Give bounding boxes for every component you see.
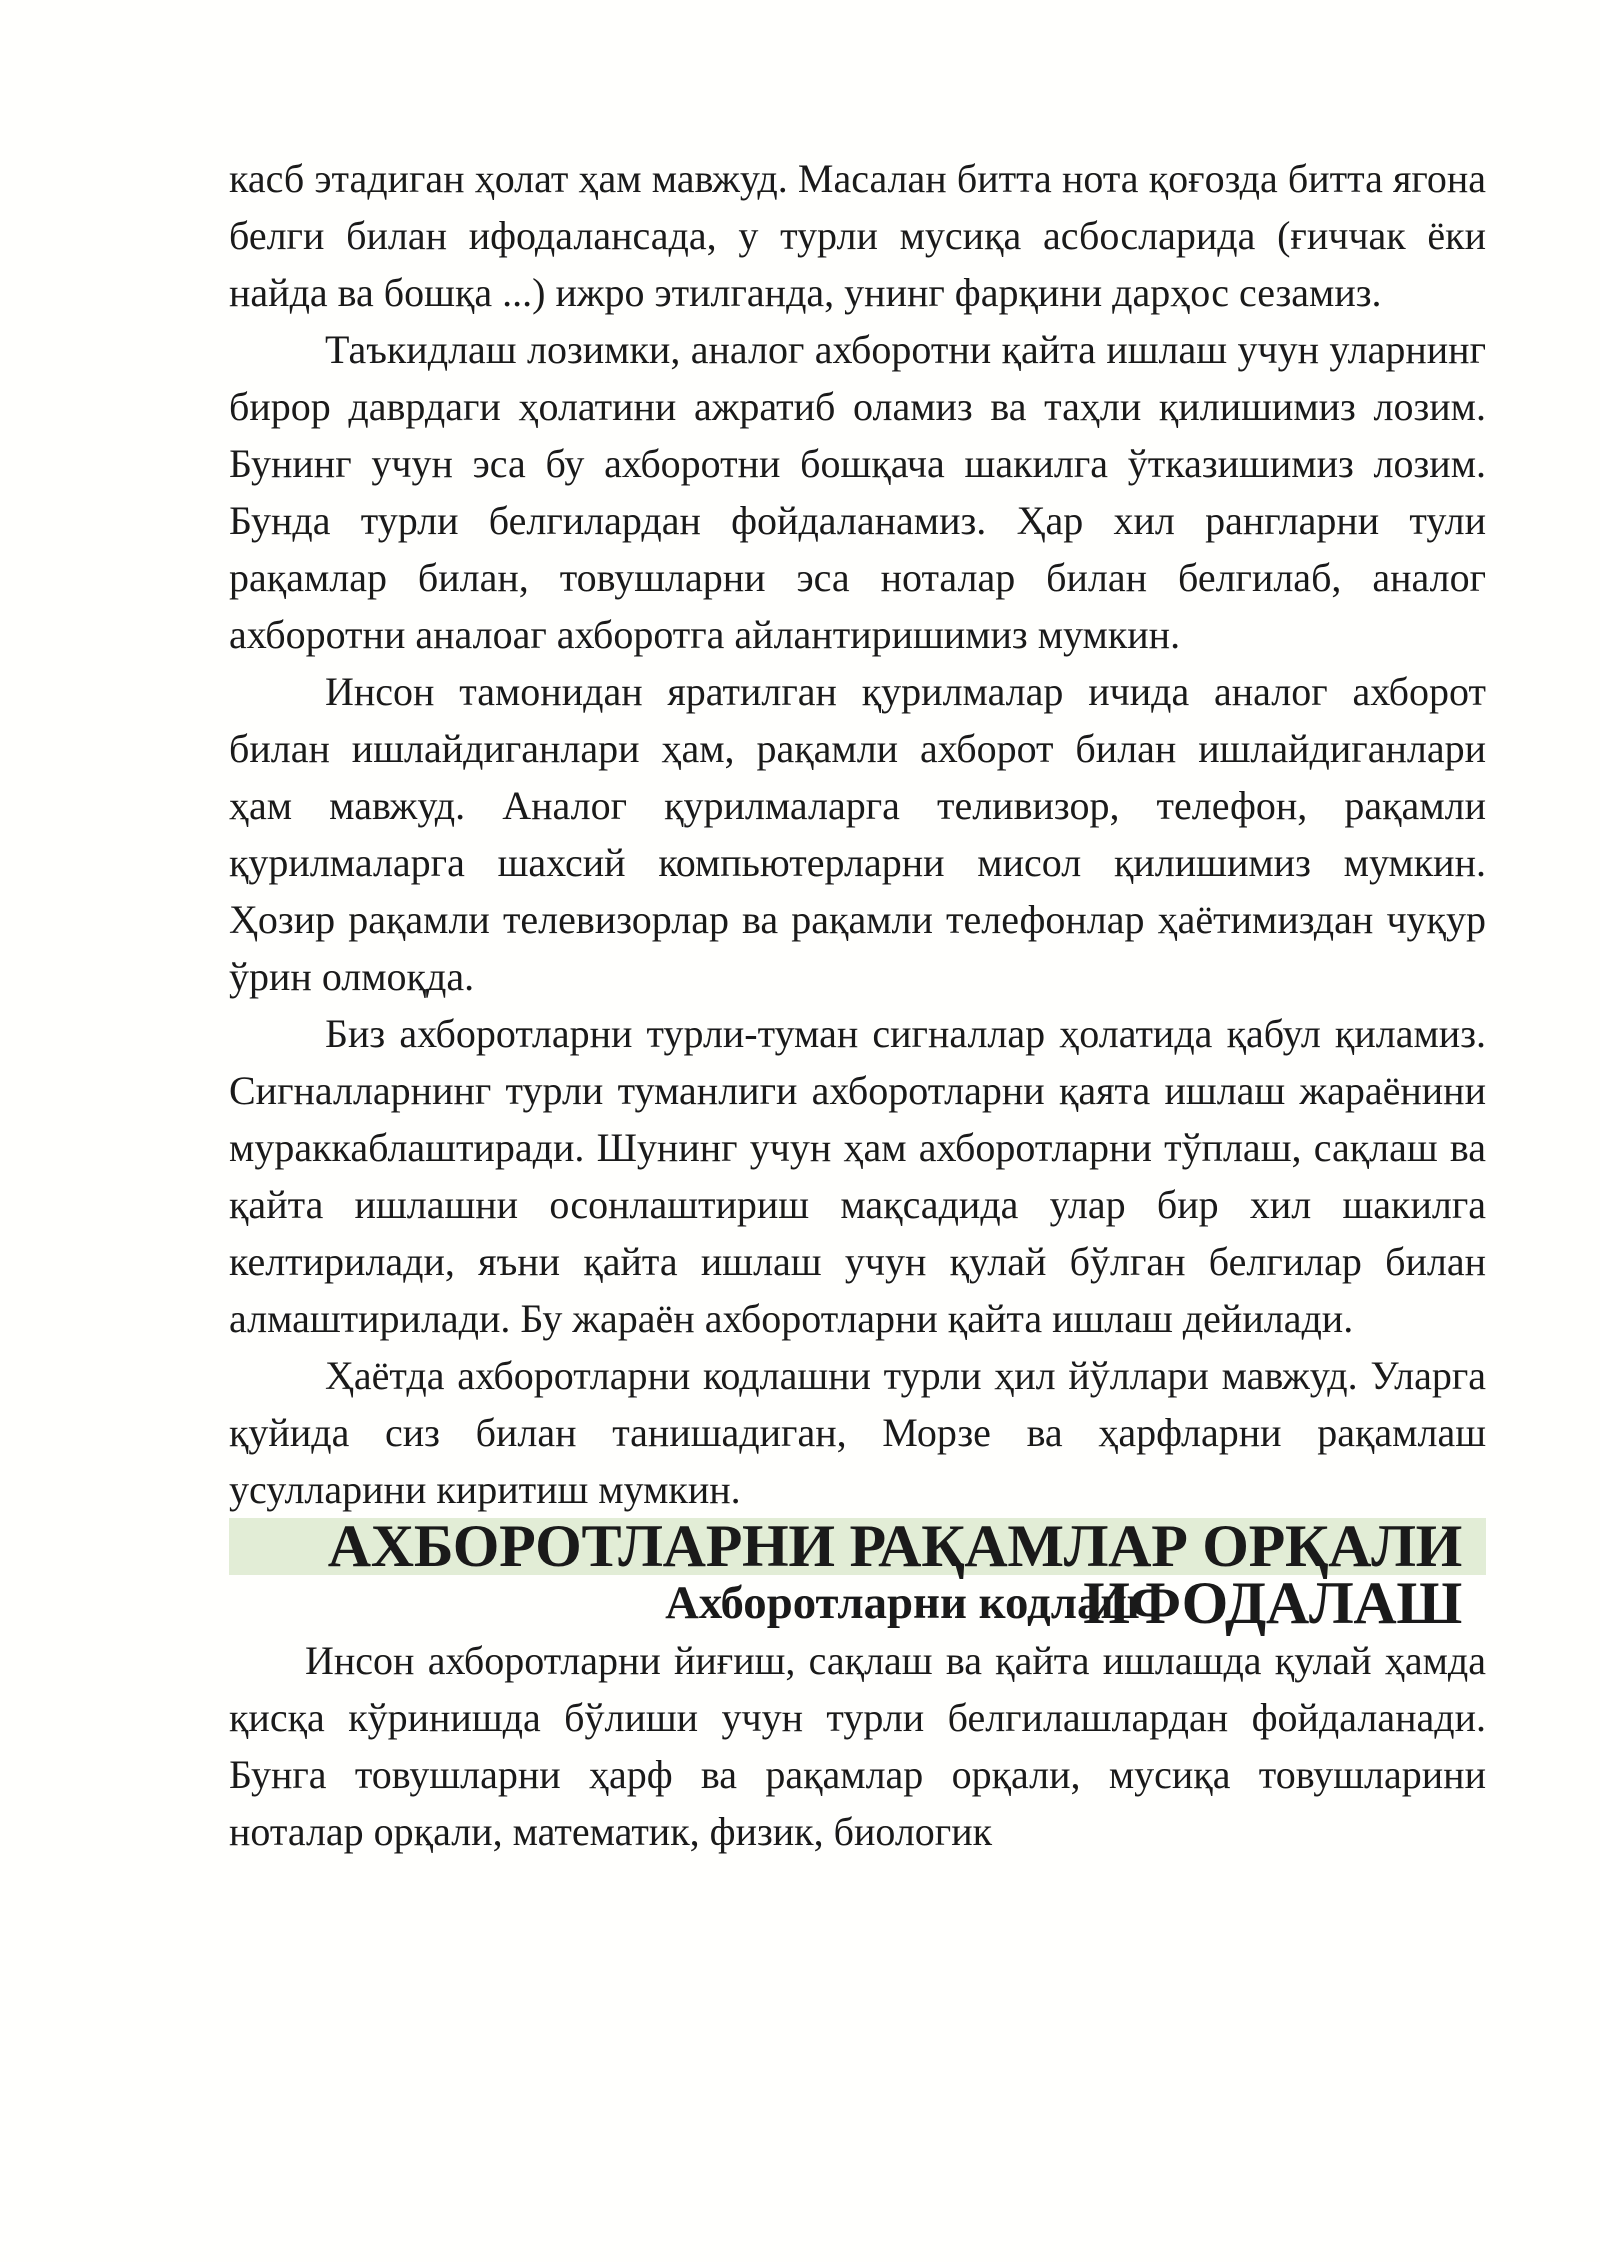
paragraph-final: Инсон ахборотларни йиғиш, сақлаш ва қайта ишлашда қулай ҳамда қисқа кўринишда бўлиши учун турли белгилашлардан фойдаланади. Бунга товушларни ҳарф ва рақамлар орқали, мусиқа товушларини ноталар орқали, математик, физик, биологик [229,1638,1486,1854]
section-heading: АХБОРОТЛАРНИ РАҚАМЛАР ОРҚАЛИ ИФОДАЛАШ [229,1518,1486,1575]
paragraph-continuation: касб этадиган ҳолат ҳам мавжуд. Масалан битта нота қоғозда битта ягона белги билан ифодалансада, у турли мусиқа асбосларида (ғиччак ёки найда ва бошқа ...) ижро этилганда, унинг фарқини дарҳос сезамиз. [229,156,1486,315]
paragraph-analog-processing: Таъкидлаш лозимки, аналог ахборотни қайта ишлаш учун уларнинг бирор даврдаги ҳолатини ажратиб оламиз ва таҳли қилишимиз лозим. Бунинг учун эса бу ахборотни бошқача шакилга ўтказишимиз лозим. Бунда турли белгилардан фойдаланамиз. Ҳар хил рангларни тули рақамлар билан, товушларни эса ноталар билан белгилаб, аналог ахборотни аналоаг ахборотга айлантиришимиз мумкин. [229,327,1486,657]
paragraph-signals: Биз ахборотларни турли-туман сигналлар ҳолатида қабул қиламиз. Сигналларнинг турли туманлиги ахборотларни қаята ишлаш жараёнини мураккаблаштиради. Шунинг учун ҳам ахборотларни тўплаш, сақлаш ва қайта ишлашни осонлаштириш мақсадида улар бир хил шакилга келтирилади, яъни қайта ишлаш учун қулай бўлган белгилар билан алмаштирилади. Бу жараён ахборотларни қайта ишлаш дейилади. [229,1011,1486,1341]
paragraph-coding-methods: Ҳаётда ахборотларни кодлашни турли ҳил йўллари мавжуд. Уларга қуйида сиз билан танишадиган, Морзе ва ҳарфларни рақамлаш усулларини киритиш мумкин. [229,1353,1486,1512]
paragraph-devices: Инсон тамонидан яратилган қурилмалар ичида аналог ахборот билан ишлайдиганлари ҳам, рақамли ахборот билан ишлайдиганлари ҳам мавжуд. Аналог қурилмаларга теливизор, телефон, рақамли қурилмаларга шахсий компьютерларни мисол қилишимиз мумкин. Ҳозир рақамли телевизорлар ва рақамли телефонлар ҳаётимиздан чуқур ўрин олмоқда. [229,669,1486,999]
sub-heading: Ахборотларни кодлаш [665,1577,1140,1629]
document-body [229,150,1486,1860]
